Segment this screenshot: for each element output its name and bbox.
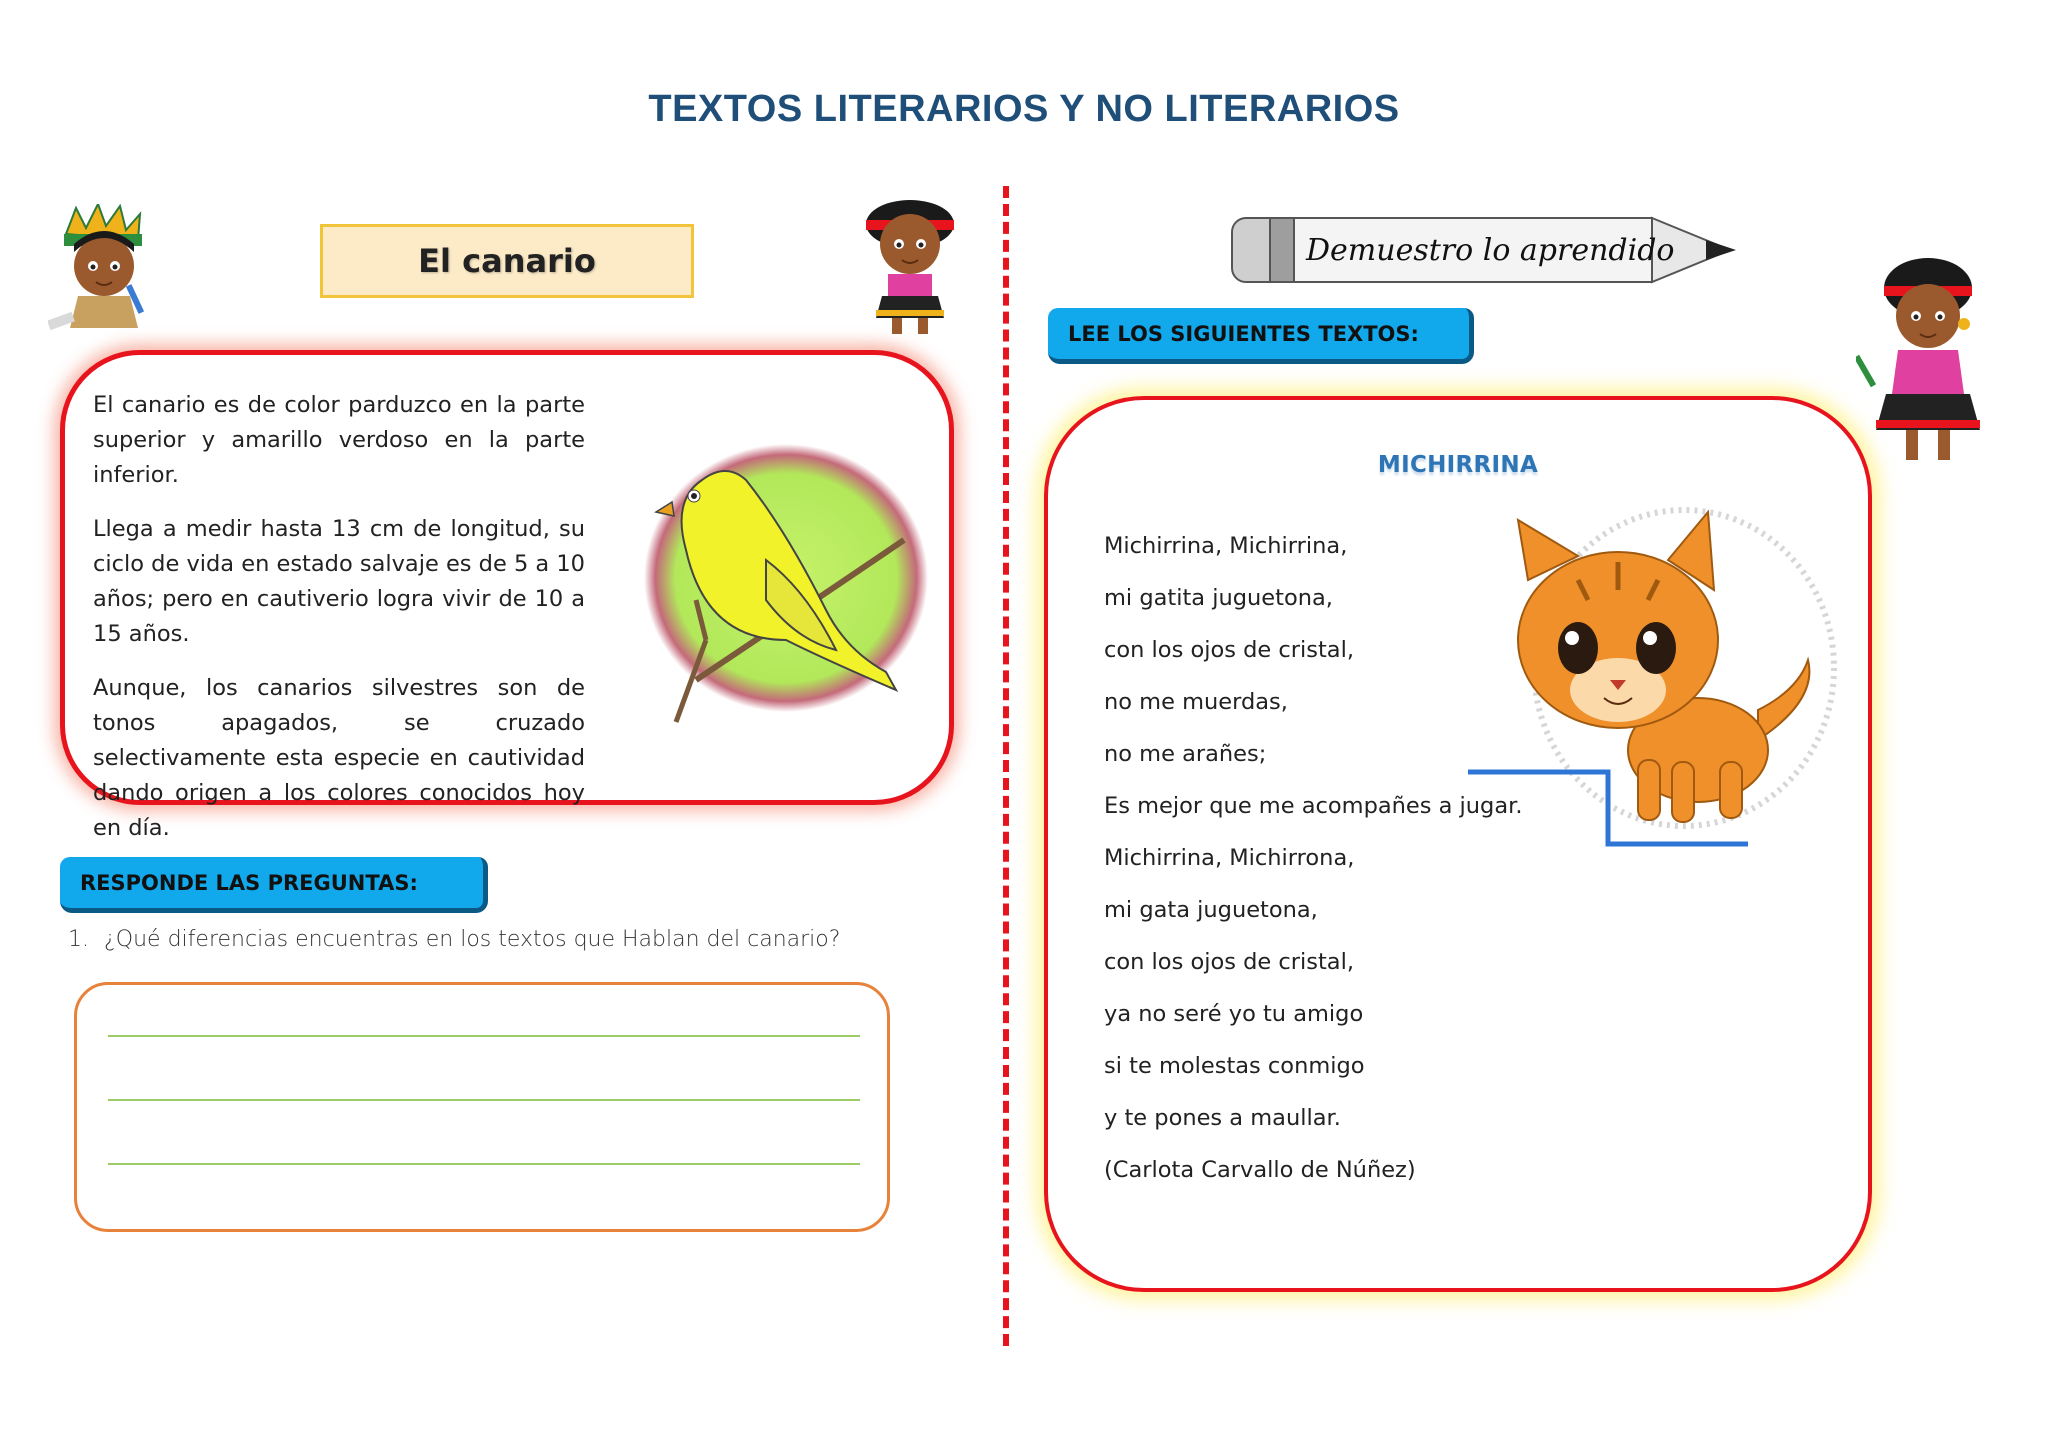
character-illustration-girl: [852, 196, 970, 336]
canary-illustration: [636, 440, 936, 730]
page-title: TEXTOS LITERARIOS Y NO LITERARIOS: [648, 88, 1400, 130]
poem-line: no me muerdas,: [1104, 689, 1288, 715]
poem-line: Es mejor que me acompañes a jugar.: [1104, 793, 1523, 819]
question-1: [68, 927, 840, 952]
text-label-canary: El canario: [320, 224, 694, 298]
poem-line: con los ojos de cristal,: [1104, 949, 1354, 975]
character-illustration-left: [48, 204, 166, 332]
canary-paragraph-1: El canario es de color parduzco en la parte superior y amarillo verdoso en la parte inferior.: [93, 392, 585, 488]
canary-text-body: [93, 388, 585, 865]
canary-paragraph-2: Llega a medir hasta 13 cm de longitud, su ciclo de vida en estado salvaje es de 5 a 10 años; pero en cautiverio logra vivir de 10 a 15 años.: [93, 516, 586, 647]
poem-title: MICHIRRINA: [1377, 452, 1539, 478]
poem-line: (Carlota Carvallo de Núñez): [1104, 1157, 1416, 1183]
answer-line-3[interactable]: [108, 1163, 860, 1165]
poem-line: y te pones a maullar.: [1104, 1105, 1341, 1131]
kitten-illustration: [1458, 500, 1838, 850]
read-texts-tab: LEE LOS SIGUIENTES TEXTOS:: [1048, 308, 1474, 364]
poem-line: ya no seré yo tu amigo: [1104, 1001, 1364, 1027]
poem-line: si te molestas conmigo: [1104, 1053, 1365, 1079]
pencil-banner-text: Demuestro lo aprendido: [1306, 233, 1675, 268]
answer-line-2[interactable]: [108, 1099, 860, 1101]
respond-questions-tab: RESPONDE LAS PREGUNTAS:: [60, 857, 488, 913]
poem-line: mi gatita juguetona,: [1104, 585, 1333, 611]
question-number: 1.: [68, 927, 89, 952]
poem-line: Michirrina, Michirrina,: [1104, 533, 1348, 559]
poem-line: Michirrina, Michirrona,: [1104, 845, 1355, 871]
character-illustration-girl-right: [1856, 254, 1992, 474]
pencil-banner: [1230, 212, 1740, 288]
answer-box[interactable]: [74, 982, 890, 1232]
answer-line-1[interactable]: [108, 1035, 860, 1037]
page-divider: [1003, 186, 1009, 1346]
poem-line: mi gata juguetona,: [1104, 897, 1318, 923]
poem-line: con los ojos de cristal,: [1104, 637, 1354, 663]
poem-line: no me arañes;: [1104, 741, 1267, 767]
canary-paragraph-3: Aunque, los canarios silvestres son de tonos apagados, se cruzado selectivamente esta especie en cautividad dando origen a los colores conocidos hoy en día.: [93, 675, 585, 841]
question-text: ¿Qué diferencias encuentras en los textos que Hablan del canario?: [104, 927, 841, 952]
